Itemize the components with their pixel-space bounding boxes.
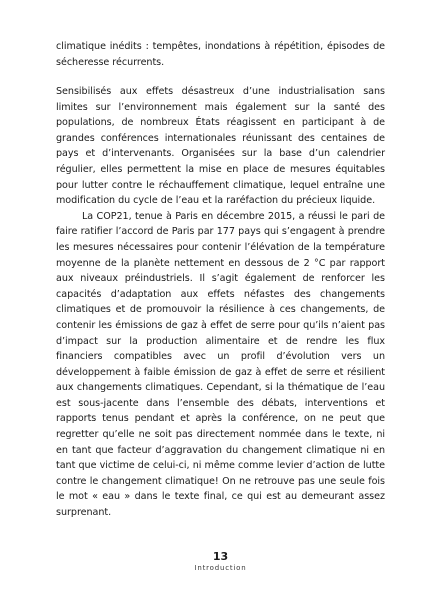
paragraph-2: La COP21, tenue à Paris en décembre 2015, a réussi le pari de faire ratifier l’accord de Paris par 177 pays qui s’engagent à prendre les mesures nécessaires pour contenir l’élévation de la température moyenne de la planète nettement en dessous de 2 °C par rapport aux niveaux préindustriels. Il s’agit également de renforcer les capacités d’adaptation aux effets néfastes des changements climatiques et de promouvoir la résilience à ces changements, de contenir les émissions de gaz à effet de serre pour qu’ils n’aient pas d’impact sur la production alimentaire et de rendre les flux financiers compatibles avec un profil d’évolution vers un développement à faible émission de gaz à effet de serre et résilient aux changements climatiques. Cependant, si la thématique de l’eau est sous-jacente dans l’ensemble des débats, interventions et rapports tenus pendant et après la conférence, on ne peut que regretter qu’elle ne soit pas directement nommée dans le texte, ni en tant que facteur d’aggravation du changement climatique ni en tant que victime de celui-ci, ni même comme levier d’action de lutte contre le changement climatique! On ne retrouve pas une seule fois le mot « eau » dans le texte final, ce qui est au demeurant assez surprenant. (56, 210, 385, 519)
continuation-paragraph (56, 39, 385, 70)
continuation-text: climatique inédits : tempêtes, inondations à répétition, épisodes de sécheresse récurrents. (56, 41, 385, 68)
body-text (56, 84, 385, 521)
page-number: 13 (212, 550, 229, 563)
section-label: Introduction (194, 564, 247, 572)
paragraph-1: Sensibilisés aux effets désastreux d’une industrialisation sans limites sur l’environnement mais également sur la santé des populations, de nombreux États réagissent en participant à de grandes conférences internationales réunissant des centaines de pays et d’intervenants. Organisées sur la base d’un calendrier régulier, elles permettent la mise en place de mesures équitables pour lutter contre le réchauffement climatique, lequel entraîne une modification du cycle de l’eau et la raréfaction du précieux liquide. (56, 86, 385, 207)
